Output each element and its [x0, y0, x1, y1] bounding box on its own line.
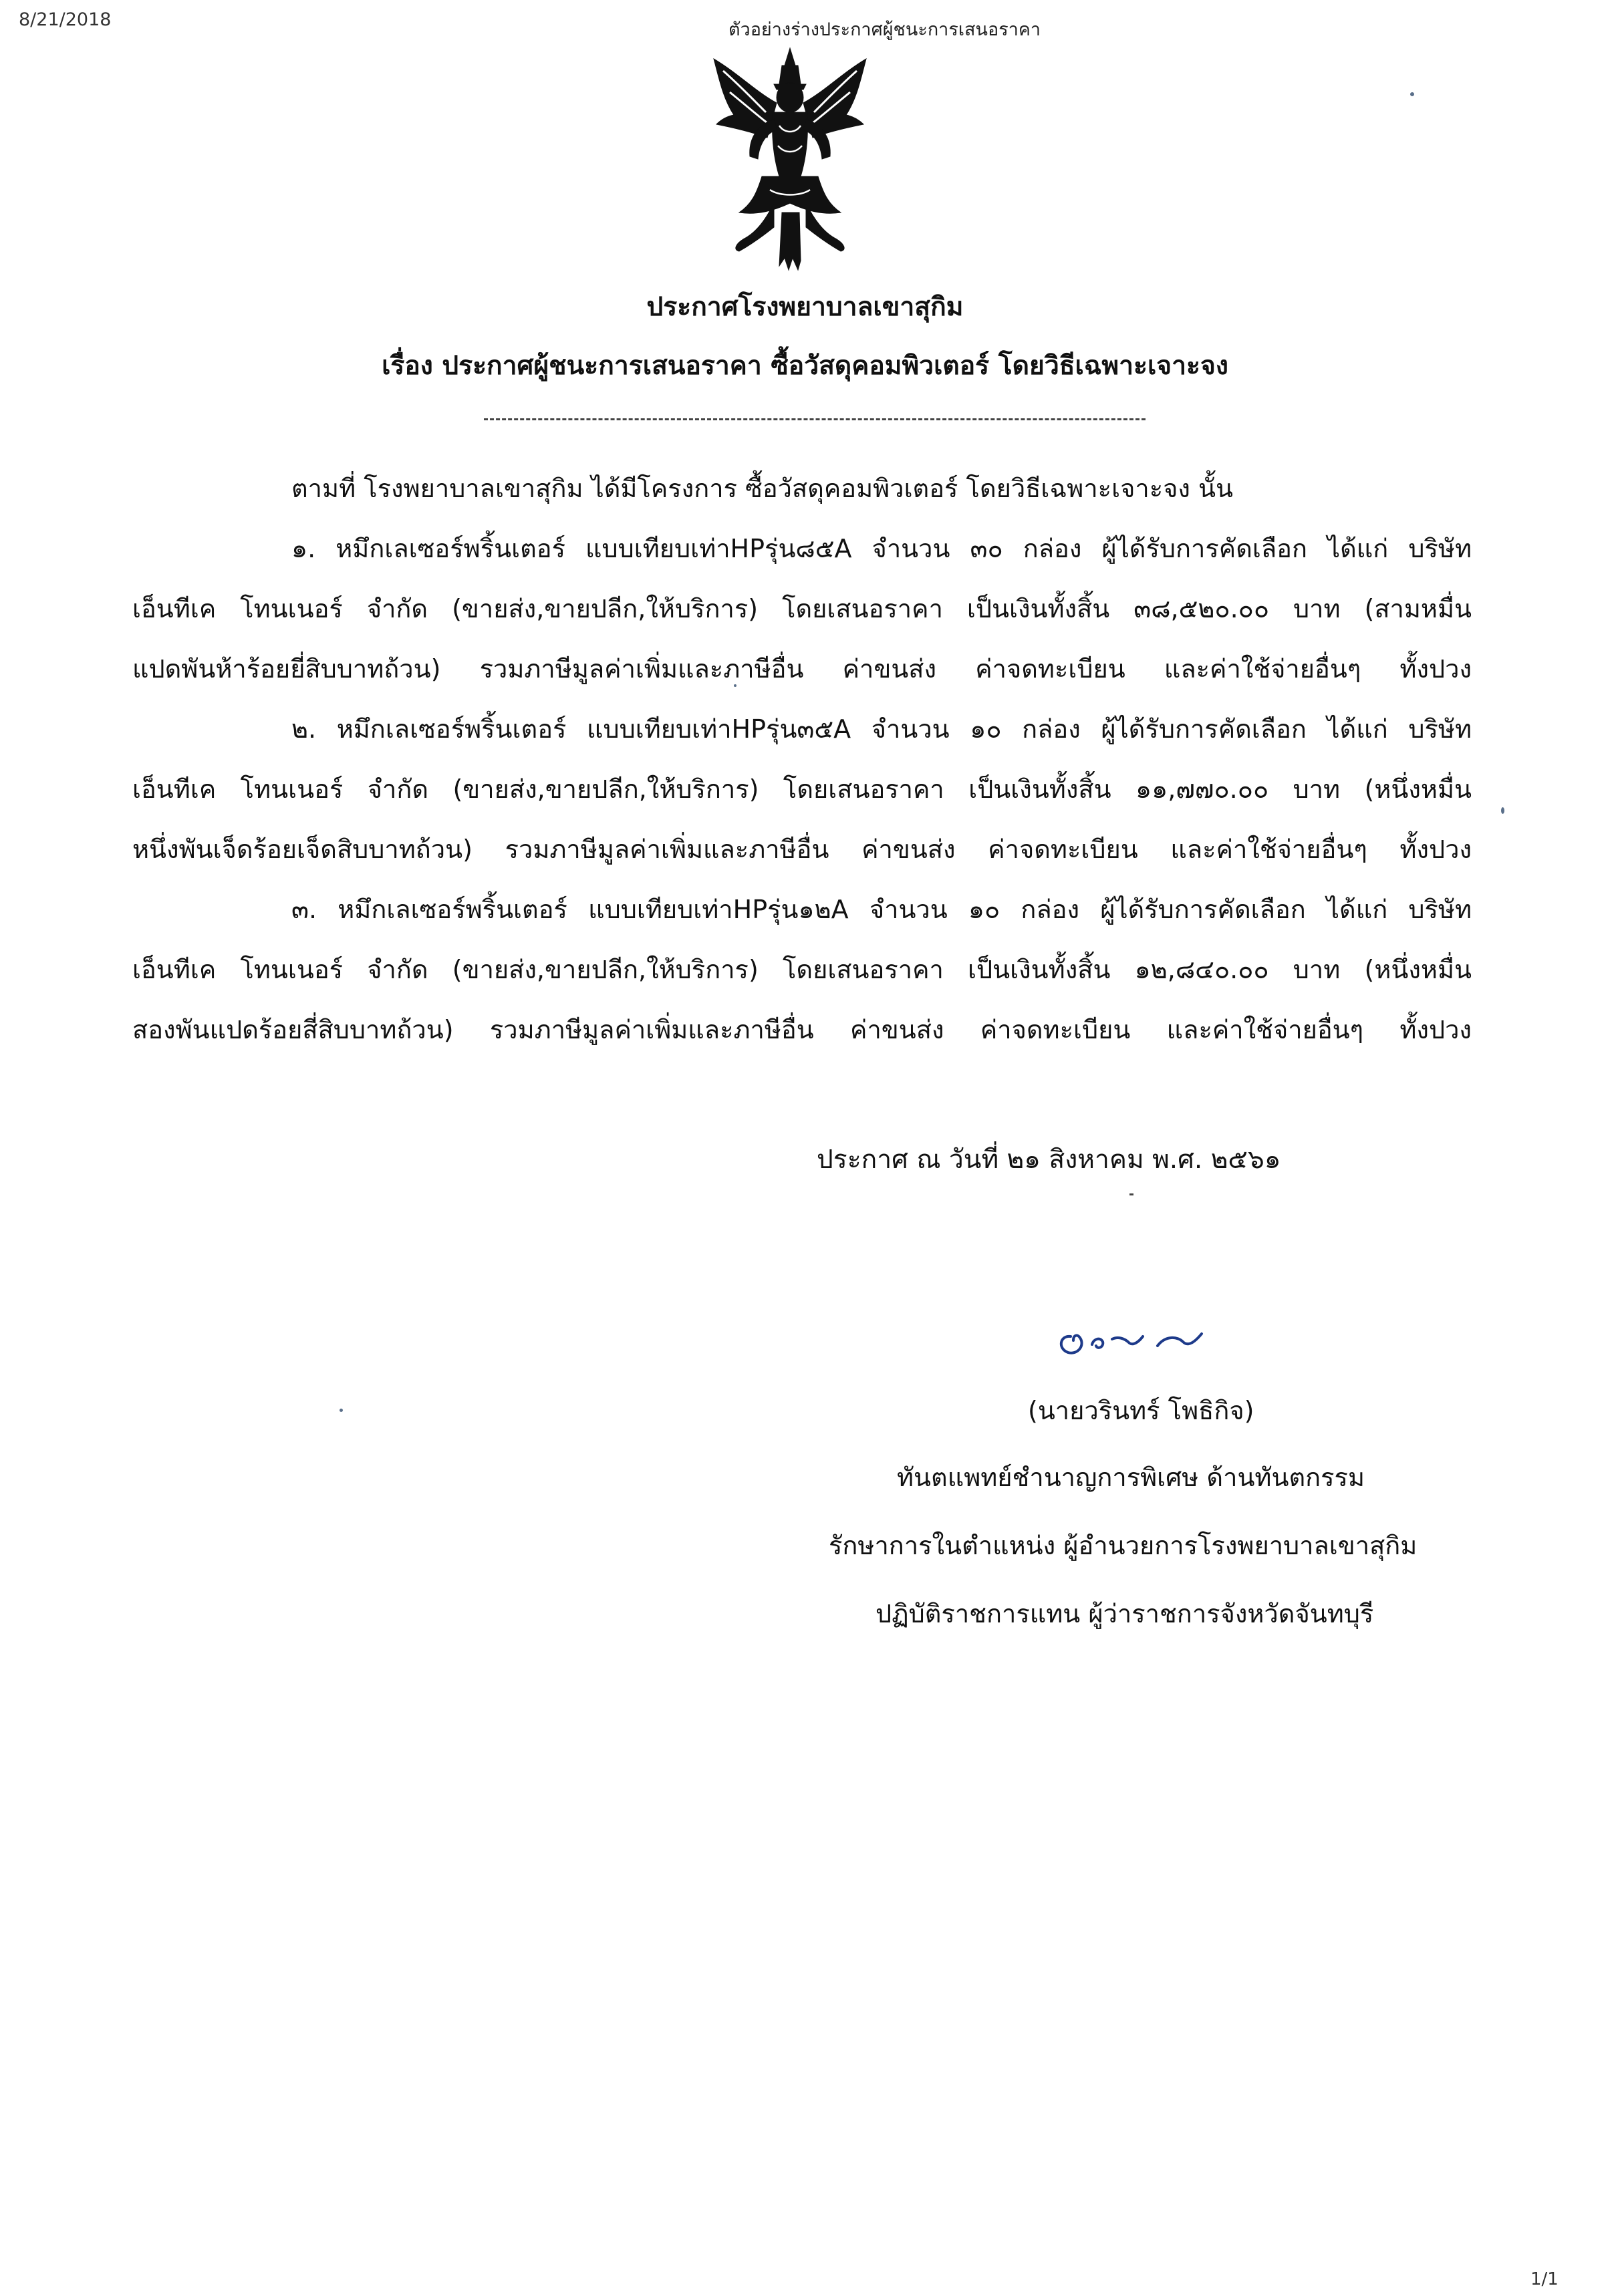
item-1-line-2: เอ็นทีเค โทนเนอร์ จำกัด (ขายส่ง,ขายปลีก,ให้บริการ) โดยเสนอราคา เป็นเงินทั้งสิ้น ๓๘,๕๒๐.๐๐ บาท (สามหมื่น	[132, 594, 1472, 623]
scan-mark	[1129, 1193, 1133, 1195]
page-number: 1/1	[1530, 2269, 1559, 2289]
item-3-line-1: ๓. หมึกเลเซอร์พริ้นเตอร์ แบบเทียบเท่าHPรุ่น๑๒A จำนวน ๑๐ กล่อง ผู้ได้รับการคัดเลือก ได้แก่ บริษัท	[291, 895, 1472, 924]
item-1-line-3: แปดพันห้าร้อยยี่สิบบาทถ้วน) รวมภาษีมูลค่าเพิ่มและภาษีอื่น ค่าขนส่ง ค่าจดทะเบียน และค่าใช้จ่ายอื่นๆ ทั้งปวง	[132, 654, 1472, 684]
item-1-line-1: ๑. หมึกเลเซอร์พริ้นเตอร์ แบบเทียบเท่าHPรุ่น๘๕A จำนวน ๓๐ กล่อง ผู้ได้รับการคัดเลือก ได้แก่ บริษัท	[291, 534, 1472, 563]
garuda-emblem-icon	[710, 45, 870, 273]
scan-speck	[734, 684, 736, 687]
print-date: 8/21/2018	[19, 9, 112, 30]
scan-speck	[1410, 92, 1414, 96]
announcement-title: ประกาศโรงพยาบาลเขาสุกิม	[646, 292, 964, 322]
announcement-subject: เรื่อง ประกาศผู้ชนะการเสนอราคา ซื้อวัสดุคอมพิวเตอร์ โดยวิธีเฉพาะเจาะจง	[382, 351, 1228, 381]
signatory-name: (นายวรินทร์ โพธิกิจ)	[1028, 1396, 1254, 1425]
signatory-position-3: ปฏิบัติราชการแทน ผู้ว่าราชการจังหวัดจันทบุรี	[876, 1599, 1374, 1628]
signatory-position-1: ทันตแพทย์ชำนาญการพิเศษ ด้านทันตกรรม	[897, 1463, 1365, 1492]
scan-speck	[340, 1409, 343, 1412]
handwritten-signature-icon	[1051, 1316, 1211, 1370]
scan-speck	[1501, 807, 1504, 814]
print-header-title: ตัวอย่างร่างประกาศผู้ชนะการเสนอราคา	[728, 19, 1041, 40]
signatory-position-2: รักษาการในตำแหน่ง ผู้อำนวยการโรงพยาบาลเขาสุกิม	[829, 1531, 1418, 1560]
item-2-line-3: หนึ่งพันเจ็ดร้อยเจ็ดสิบบาทถ้วน) รวมภาษีมูลค่าเพิ่มและภาษีอื่น ค่าขนส่ง ค่าจดทะเบียน และค่าใช้จ่ายอื่นๆ ทั้งปวง	[132, 835, 1472, 864]
intro-paragraph: ตามที่ โรงพยาบาลเขาสุกิม ได้มีโครงการ ซื้อวัสดุคอมพิวเตอร์ โดยวิธีเฉพาะเจาะจง นั้น	[291, 474, 1233, 503]
item-2-line-2: เอ็นทีเค โทนเนอร์ จำกัด (ขายส่ง,ขายปลีก,ให้บริการ) โดยเสนอราคา เป็นเงินทั้งสิ้น ๑๑,๗๗๐.๐๐ บาท (หนึ่งหมื่น	[132, 774, 1472, 804]
divider	[484, 418, 1146, 420]
item-3-line-3: สองพันแปดร้อยสี่สิบบาทถ้วน) รวมภาษีมูลค่าเพิ่มและภาษีอื่น ค่าขนส่ง ค่าจดทะเบียน และค่าใช้จ่ายอื่นๆ ทั้งปวง	[132, 1015, 1472, 1044]
item-2-line-1: ๒. หมึกเลเซอร์พริ้นเตอร์ แบบเทียบเท่าHPรุ่น๓๕A จำนวน ๑๐ กล่อง ผู้ได้รับการคัดเลือก ได้แก่ บริษัท	[291, 714, 1472, 744]
announce-date: ประกาศ ณ วันที่ ๒๑ สิงหาคม พ.ศ. ๒๕๖๑	[817, 1145, 1281, 1175]
item-3-line-2: เอ็นทีเค โทนเนอร์ จำกัด (ขายส่ง,ขายปลีก,ให้บริการ) โดยเสนอราคา เป็นเงินทั้งสิ้น ๑๒,๘๔๐.๐๐ บาท (หนึ่งหมื่น	[132, 955, 1472, 984]
